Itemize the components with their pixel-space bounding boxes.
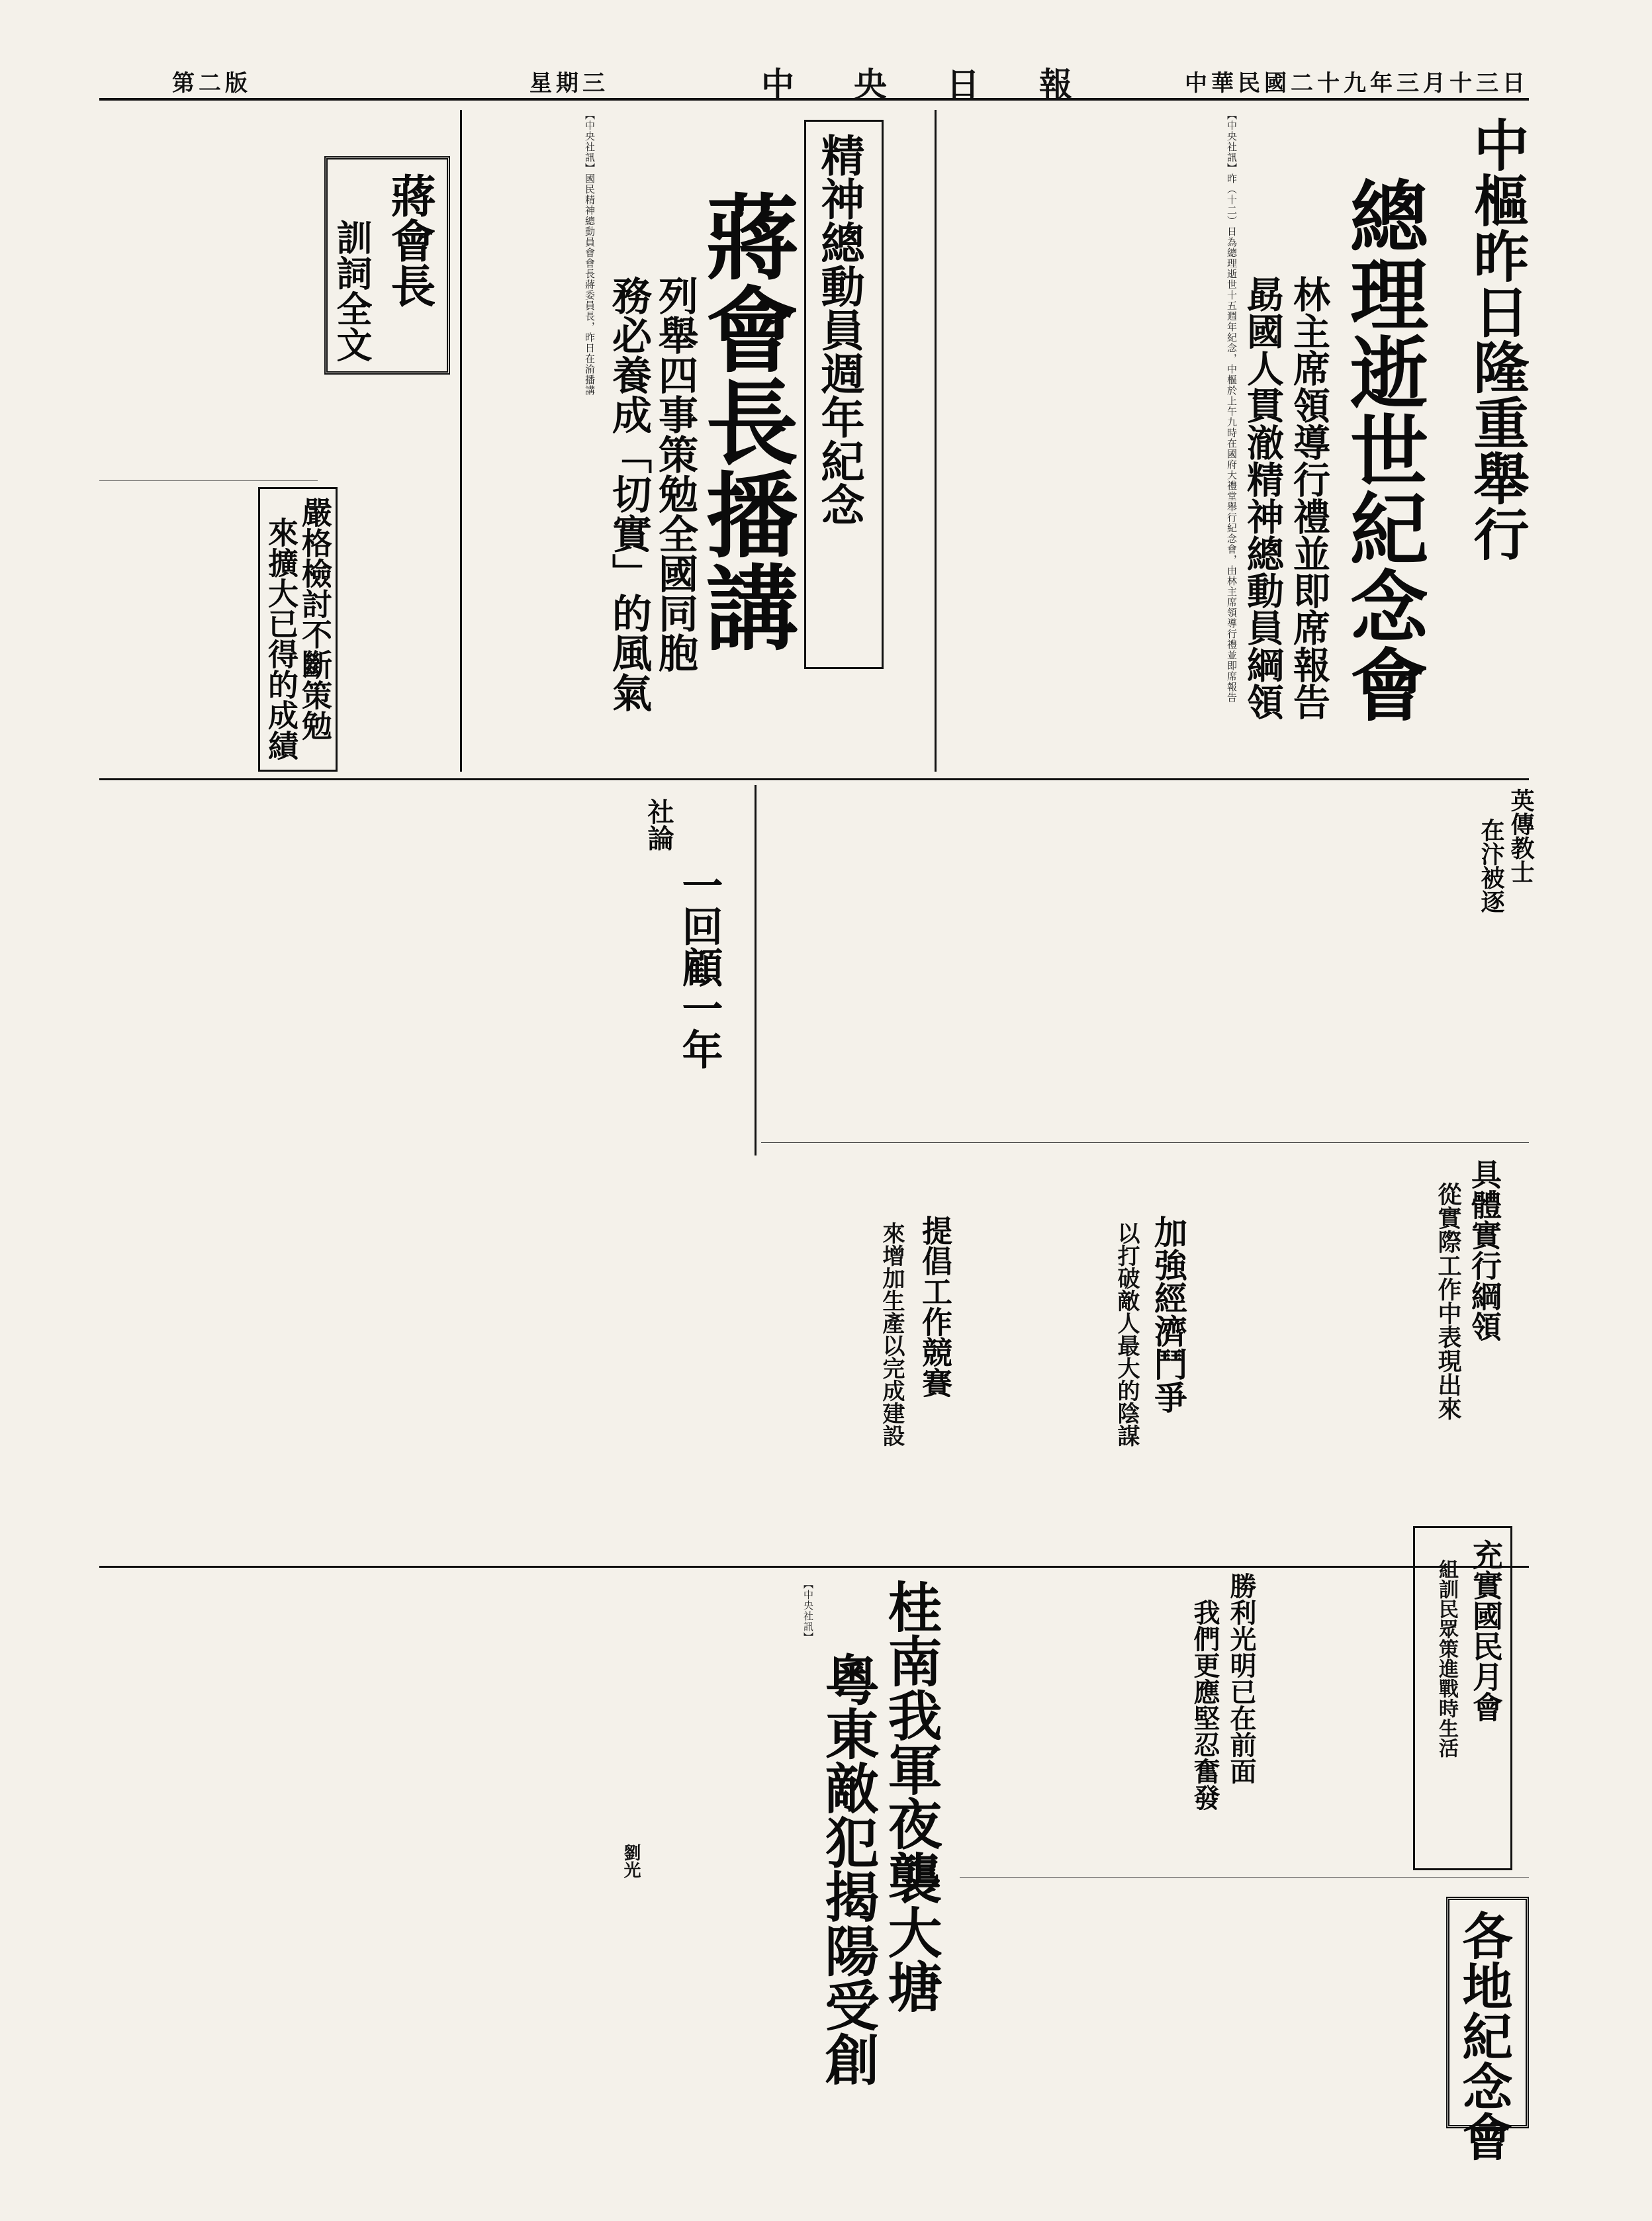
economic-title: 加強經濟鬥爭 — [1149, 1215, 1188, 1414]
local-body — [960, 1890, 1436, 2135]
editorial-body-left — [99, 792, 371, 1149]
speech-sub-1: 列舉四事策勉全國同胞 — [652, 275, 698, 672]
lead-sub-1: 林主席領導行禮並即席報告 — [1287, 275, 1331, 720]
battle-body: 【中央社訊】 — [802, 1579, 814, 1643]
section-rule — [960, 1877, 1529, 1878]
masthead-section: 第二版 — [172, 70, 252, 97]
local-headline: 各地紀念會 — [1454, 1910, 1513, 2161]
section-rule — [99, 1566, 1529, 1568]
masthead-paper-title: 中 央 日 報 — [761, 65, 1085, 104]
editorial-body-right — [377, 792, 629, 1149]
program-sub: 從實際工作中表現出來 — [1434, 1182, 1462, 1420]
exile-line-1: 英傳教士 — [1507, 788, 1535, 884]
newspaper-page — [99, 57, 1535, 2161]
competition-sub: 來增加生產以完成建設 — [878, 1222, 905, 1447]
battle-headline-2: 粵東敵犯揭陽受創 — [816, 1652, 880, 2086]
fulltext-body-right — [99, 110, 318, 467]
fulltext-body-lower — [324, 381, 450, 765]
fulltext-title-1: 蔣會長 — [383, 173, 436, 308]
speech-kicker: 精神總動員週年紀念 — [813, 133, 865, 526]
review-line-2: 來擴大已得的成績 — [263, 517, 299, 760]
lead-headline-1: 中樞昨日隆重舉行 — [1465, 116, 1530, 561]
economic-body — [1006, 1149, 1105, 1559]
section-rule — [99, 778, 1529, 780]
review-line-1: 嚴格檢討不斷策勉 — [297, 497, 333, 741]
masthead — [99, 57, 1529, 104]
section-rule — [761, 1142, 1529, 1143]
economic-sub: 以打破敵人最大的陰謀 — [1113, 1222, 1140, 1447]
monthly-title: 充實國民月會 — [1468, 1539, 1504, 1722]
masthead-day: 星期三 — [529, 70, 609, 97]
speech-continued-body — [761, 788, 1390, 1139]
editorial-continued-body — [99, 1156, 755, 1539]
section-rule — [99, 480, 318, 481]
competition-title: 提倡工作競賽 — [917, 1215, 953, 1398]
victory-body — [960, 1579, 1185, 1870]
monthly-sub: 組訓民眾策進戰時生活 — [1435, 1559, 1458, 1758]
editorial-tag: 社論 — [643, 798, 674, 851]
review-body — [99, 487, 252, 772]
lead-sub-2: 勗國人貫澈精神總動員綱領 — [1241, 275, 1285, 720]
battle-headline-1: 桂南我軍夜襲大塘 — [879, 1579, 942, 2013]
column-rule — [755, 785, 757, 1156]
editorial-title: 一回顧一年 — [675, 864, 723, 1069]
feature-byline: 劉光 — [621, 1844, 641, 1878]
speech-sub-2: 務必養成「切實」的風氣 — [606, 275, 652, 712]
column-rule — [935, 110, 937, 772]
fulltext-title-2: 訓詞全文 — [331, 219, 373, 362]
victory-line-2: 我們更應堅忍奮發 — [1189, 1599, 1220, 1811]
speech-headline: 蔣會長播講 — [690, 189, 799, 653]
program-title: 具體實行綱領 — [1467, 1159, 1502, 1341]
exile-body — [1397, 788, 1469, 1099]
exile-line-2: 在汴被逐 — [1477, 818, 1505, 913]
victory-line-1: 勝利光明已在前面 — [1226, 1572, 1257, 1784]
feature-body — [99, 1844, 616, 2135]
column-rule — [460, 110, 462, 772]
lead-headline-2: 總理逝世紀念會 — [1337, 176, 1429, 723]
competition-body — [768, 1149, 874, 1559]
lead-body: 【中央社訊】昨（十二）日為總理逝世十五週年紀念，中樞於上午九時在國府大禮堂舉行紀念會，由林主席領導行禮並即席報告 — [1226, 110, 1238, 703]
masthead-date: 中華民國二十九年三月十三日 — [1185, 70, 1529, 97]
program-body — [1198, 1149, 1430, 1347]
speech-body: 【中央社訊】國民精神總動員會會長蔣委員長，昨日在渝播講 — [584, 110, 596, 396]
monthly-body — [1264, 1579, 1403, 1870]
